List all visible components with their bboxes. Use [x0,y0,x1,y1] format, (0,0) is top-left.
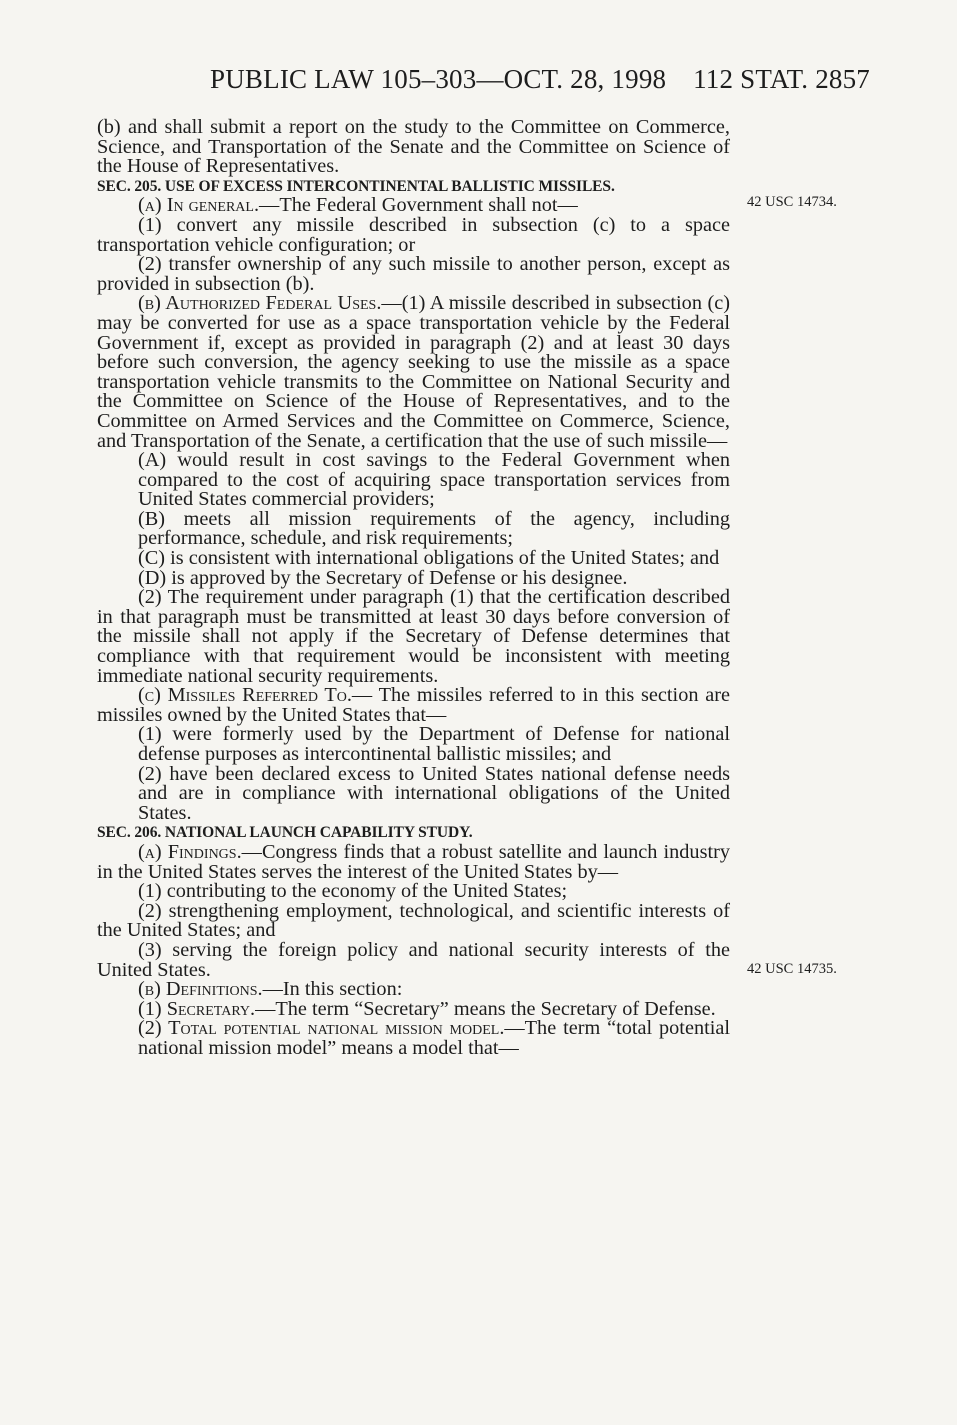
paragraph: (1) were formerly used by the Department of Defense for national defense purposes as intercontinental ballistic missiles; and [138,723,730,765]
paragraph: (A) would result in cost savings to the Federal Government when compared to the cost of acquiring space transportation services from United States commercial providers; [138,449,730,511]
paragraph: (a) Findings.—Congress finds that a robust satellite and launch industry in the United States serves the interest of the United States by— [97,840,730,883]
paragraph: (c) Missiles Referred To.— The missiles referred to in this section are missiles owned by the United States that— [97,684,730,726]
paragraph: (1) contributing to the economy of the United States; [138,880,568,903]
section-heading-205: SEC. 205. USE OF EXCESS INTERCONTINENTAL BALLISTIC MISSILES. [97,177,615,195]
paragraph: (2) have been declared excess to United States national defense needs and are in compliance with international obligations of the United States. [138,762,730,824]
section-heading-206: SEC. 206. NATIONAL LAUNCH CAPABILITY STUDY. [97,824,473,842]
paragraph: (1) convert any missile described in subsection (c) to a space transportation vehicle configuration; or [97,213,730,256]
subsection-label: (c) Missiles Referred To. [138,684,352,707]
paragraph: (b) and shall submit a report on the study to the Committee on Commerce, Science, and Transportation of the Senate and the Committee on Science of the House of Representatives. [97,116,730,178]
paragraph: (2) Total potential national mission model.—The term “total potential national mission model” means a model that— [138,1017,730,1059]
subsection-label: (a) In general. [138,194,260,217]
paragraph: (2) transfer ownership of any such missile to another person, except as provided in subsection (b). [97,253,730,295]
body-text [97,118,730,1059]
subsection-label: (a) Findings. [138,840,242,863]
subsection-label: (1) Secretary. [138,997,256,1020]
paragraph: (2) strengthening employment, technological, and scientific interests of the United States; and [97,899,730,942]
paragraph: (B) meets all mission requirements of the agency, including performance, schedule, and risk requirements; [138,507,730,550]
paragraph: (a) In general.—The Federal Government shall not— [138,194,578,217]
paragraph: (b) Authorized Federal Uses.—(1) A missile described in subsection (c) may be converted for use as a space transportation vehicle by the Federal Government if, except as provided in paragraph (2) and at least 30 days before such conversion, the agency seeking to use the missile as a space transportation vehicle transmits to the Committee on National Security and the Committee on Science of the House of Representatives, and to the Committee on Armed Services and the Committee on Commerce, Science, and Transportation of the Senate, a certification that the use of such missile— [97,292,731,452]
paragraph: (C) is consistent with international obligations of the United States; and [138,547,720,570]
subsection-label: (b) Authorized Federal Uses. [138,292,382,315]
margin-note-sec205: 42 USC 14734. [747,194,837,210]
paragraph: (3) serving the foreign policy and national security interests of the United States. [97,938,730,981]
paragraph: (2) The requirement under paragraph (1) that the certification described in that paragraph must be transmitted at least 30 days before conversion of the missile shall not apply if the Secretary of Defense determines that compliance with that requirement would be inconsistent with meeting immediate national security requirements. [97,586,730,687]
header-citation: PUBLIC LAW 105–303—OCT. 28, 1998 [210,64,667,94]
subsection-label: (2) Total potential national mission model. [138,1017,505,1040]
paragraph: (b) Definitions.—In this section: [138,978,403,1001]
margin-note-sec206: 42 USC 14735. [747,961,837,977]
header-statute-page: 112 STAT. 2857 [693,64,870,94]
paragraph: (1) Secretary.—The term “Secretary” means the Secretary of Defense. [138,997,716,1020]
paragraph: (D) is approved by the Secretary of Defense or his designee. [138,566,628,589]
subsection-label: (b) Definitions. [138,978,263,1001]
